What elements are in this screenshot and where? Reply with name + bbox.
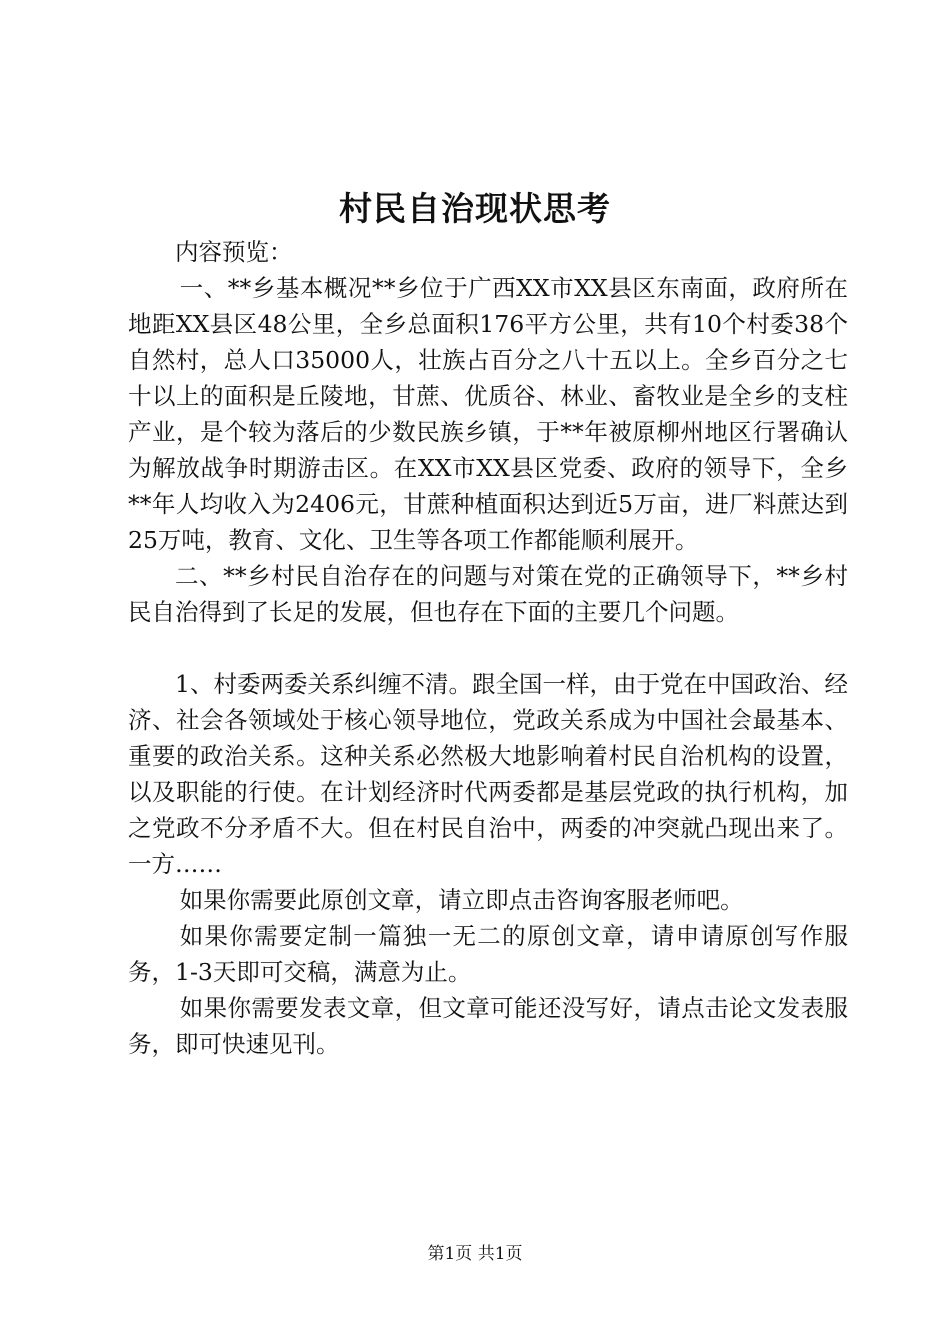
document-title: 村民自治现状思考	[339, 189, 611, 228]
document-body	[128, 234, 848, 1062]
paragraph-consult-service[interactable]: 如果你需要此原创文章，请立即点击咨询客服老师吧。	[179, 886, 744, 914]
paragraph-publishing-service[interactable]: 如果你需要发表文章，但文章可能还没写好，请点击论文发表服务，即可快速见刊。	[128, 994, 848, 1058]
paragraph-problems-intro: 二、**乡村民自治存在的问题与对策在党的正确领导下，**乡村民自治得到了长足的发展，但也存在下面的主要几个问题。	[128, 562, 848, 626]
preview-label: 内容预览：	[175, 238, 293, 266]
page-footer: 第1页 共1页	[427, 1244, 523, 1264]
paragraph-problem-1: 1、村委两委关系纠缠不清。跟全国一样，由于党在中国政治、经济、社会各领域处于核心领导地位，党政关系成为中国社会最基本、重要的政治关系。这种关系必然极大地影响着村民自治机构的设置，以及职能的行使。在计划经济时代两委都是基层党政的执行机构，加之党政不分矛盾不大。但在村民自治中，两委的冲突就凸现出来了。一方……	[128, 670, 848, 878]
paragraph-overview: 一、**乡基本概况**乡位于广西XX市XX县区东南面，政府所在地距XX县区48公里，全乡总面积176平方公里，共有10个村委38个自然村，总人口35000人，壮族占百分之八十五以上。全乡百分之七十以上的面积是丘陵地，甘蔗、优质谷、林业、畜牧业是全乡的支柱产业，是个较为落后的少数民族乡镇，于**年被原柳州地区行署确认为解放战争时期游击区。在XX市XX县区党委、政府的领导下，全乡**年人均收入为2406元，甘蔗种植面积达到近5万亩，进厂料蔗达到25万吨，教育、文化、卫生等各项工作都能顺利展开。	[128, 274, 848, 554]
paragraph-custom-writing-service[interactable]: 如果你需要定制一篇独一无二的原创文章，请申请原创写作服务，1-3天即可交稿，满意为止。	[128, 922, 848, 986]
